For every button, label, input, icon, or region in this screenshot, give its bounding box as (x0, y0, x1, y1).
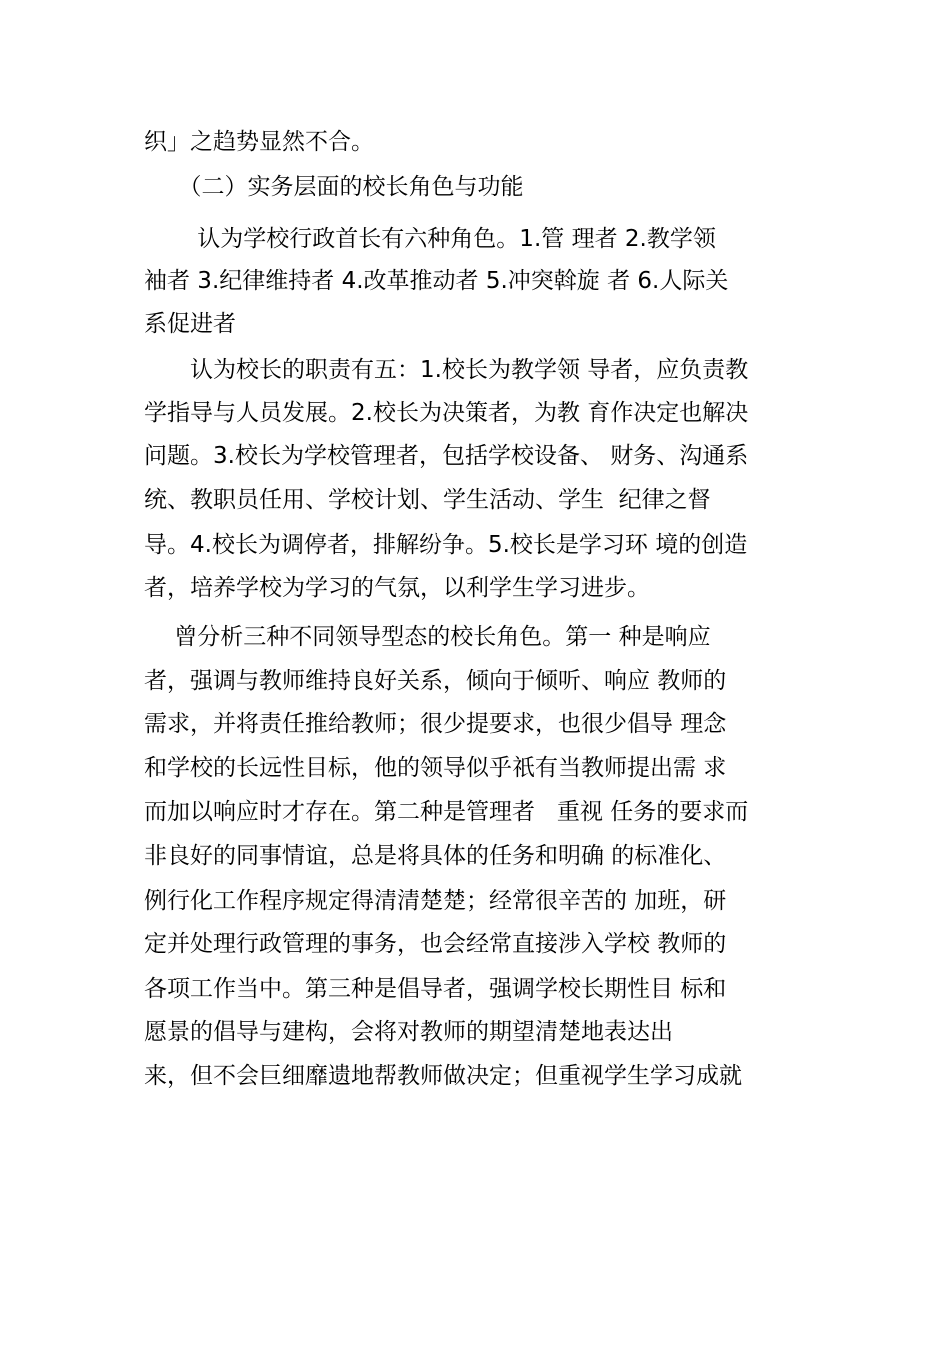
text-line: 袖者 3.纪律维持者 4.改革推动者 5.冲突斡旋 者 6.人际关 (144, 268, 729, 294)
text-line: 和学校的长远性目标，他的领导似乎祇有当教师提出需 求 (144, 755, 727, 781)
text-line: 而加以响应时才存在。第二种是管理者 重视 任务的要求而 (144, 799, 749, 825)
text-line: 曾分析三种不同领导型态的校长角色。第一 种是响应 (144, 624, 711, 650)
text-line: 学指导与人员发展。2.校长为决策者，为教 育作决定也解决 (144, 400, 749, 426)
text-line: 需求，并将责任推给教师；很少提要求，也很少倡导 理念 (144, 711, 727, 737)
section-heading: （二）实务层面的校长角色与功能 (144, 174, 524, 200)
text-line: 认为学校行政首长有六种角色。1.管 理者 2.教学领 (144, 226, 716, 252)
text-line: 认为校长的职责有五：1.校长为教学领 导者，应负责教 (144, 357, 749, 383)
text-line: 非良好的同事情谊，总是将具体的任务和明确 的标准化、 (144, 843, 727, 869)
text-line: 例行化工作程序规定得清清楚楚；经常很辛苦的 加班，研 (144, 888, 727, 914)
text-line: 系促进者 (144, 311, 236, 337)
text-line: 问题。3.校长为学校管理者，包括学校设备、 财务、沟通系 (144, 443, 749, 469)
text-line: 来，但不会巨细靡遗地帮教师做决定；但重视学生学习成就 (144, 1063, 742, 1089)
text-line: 者，强调与教师维持良好关系，倾向于倾听、响应 教师的 (144, 668, 727, 694)
text-line: 定并处理行政管理的事务，也会经常直接涉入学校 教师的 (144, 931, 727, 957)
text-line: 愿景的倡导与建构，会将对教师的期望清楚地表达出 (144, 1019, 673, 1045)
text-line: 织」之趋势显然不合。 (144, 129, 374, 155)
text-line: 导。4.校长为调停者，排解纷争。5.校长是学习环 境的创造 (144, 532, 748, 558)
text-line: 各项工作当中。第三种是倡导者，强调学校长期性目 标和 (144, 976, 727, 1002)
text-line: 者，培养学校为学习的气氛，以利学生学习进步。 (144, 575, 650, 601)
text-line: 统、教职员任用、学校计划、学生活动、学生 纪律之督 (144, 487, 711, 513)
